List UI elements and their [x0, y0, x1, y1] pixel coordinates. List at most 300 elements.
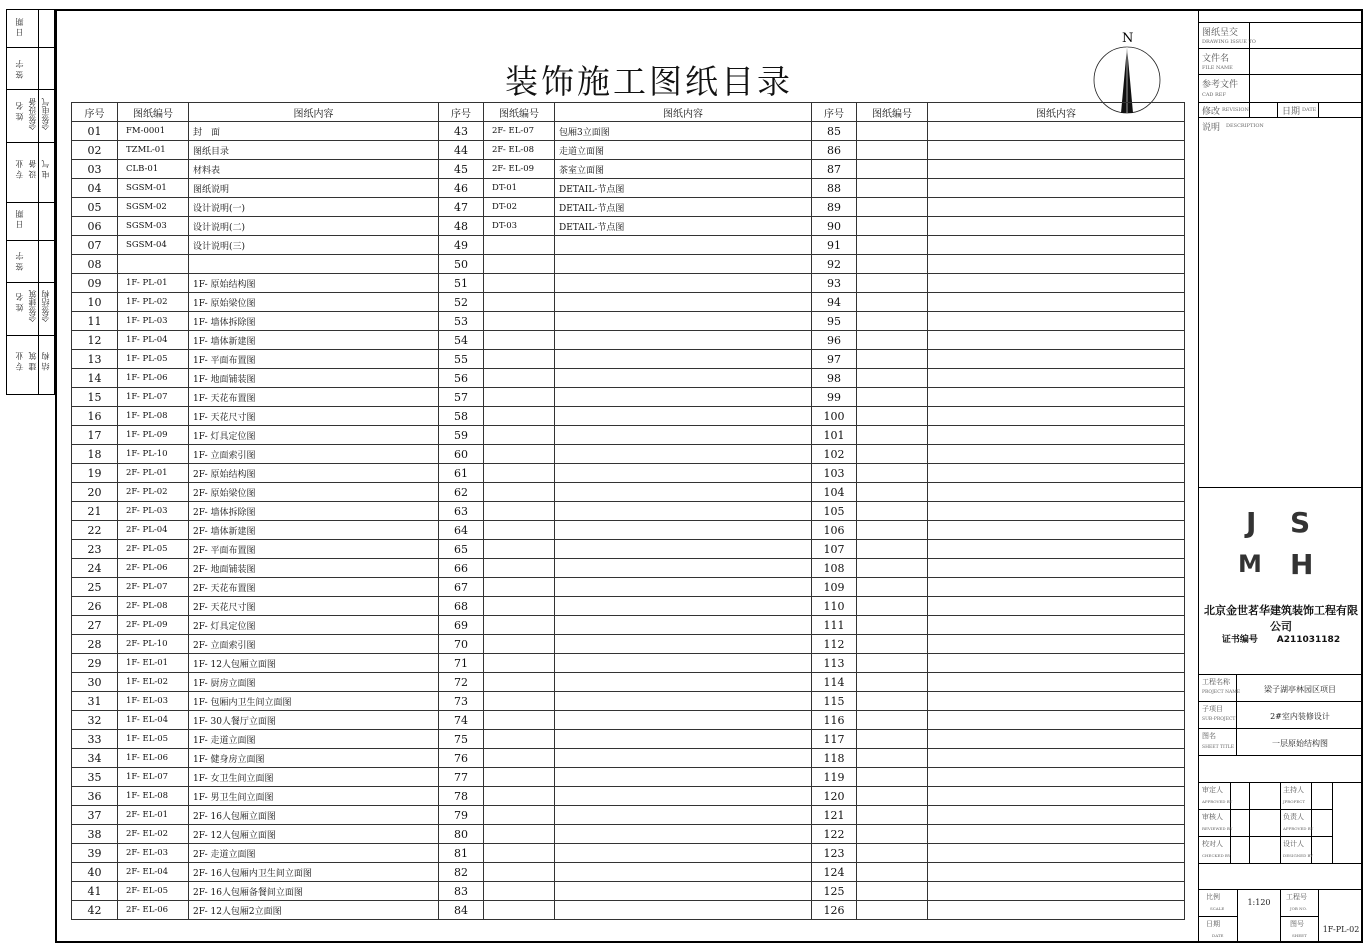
- strip-divider: [7, 47, 54, 48]
- drawing-code: [484, 293, 555, 312]
- drawing-content: [555, 673, 812, 692]
- drawing-code: [857, 787, 928, 806]
- row-number: 02: [72, 141, 118, 160]
- drawing-code: 2F- EL-01: [118, 806, 189, 825]
- drawing-content: 1F- 女卫生间立面图: [189, 768, 439, 787]
- strip-jianzhu: 建 筑: [28, 352, 37, 371]
- drawing-code: 1F- EL-02: [118, 673, 189, 692]
- row-number: 105: [812, 502, 857, 521]
- sheet-no-en: SHEET: [1292, 933, 1307, 938]
- drawing-content: [555, 882, 812, 901]
- drawing-code: [857, 711, 928, 730]
- drawing-code: 1F- PL-04: [118, 331, 189, 350]
- drawing-code: 1F- PL-03: [118, 312, 189, 331]
- drawing-code: [484, 749, 555, 768]
- row-number: 38: [72, 825, 118, 844]
- file-name-label: 文件名: [1202, 54, 1230, 64]
- drawing-code: [857, 901, 928, 920]
- table-row: [72, 445, 1185, 464]
- drawing-content: 1F- 包厢内卫生间立面图: [189, 692, 439, 711]
- row-number: 76: [439, 749, 484, 768]
- revision-en: REVISION: [1222, 107, 1249, 113]
- responsible-en: APPROVED BY: [1283, 826, 1314, 831]
- drawing-content: [928, 217, 1185, 236]
- cad-ref-en: CAD REF: [1202, 92, 1226, 98]
- row-number: 17: [72, 426, 118, 445]
- row-number: 54: [439, 331, 484, 350]
- row-number: 75: [439, 730, 484, 749]
- drawing-content: [928, 882, 1185, 901]
- drawing-content: [555, 616, 812, 635]
- row-number: 37: [72, 806, 118, 825]
- row-number: 69: [439, 616, 484, 635]
- drawing-content: 1F- 原始梁位图: [189, 293, 439, 312]
- strip-date-1: 日 期: [15, 18, 24, 37]
- issue-to-en: DRAWING ISSUE TO: [1202, 39, 1256, 45]
- drawing-code: SGSM-01: [118, 179, 189, 198]
- drawing-code: [484, 578, 555, 597]
- row-number: 31: [72, 692, 118, 711]
- drawing-content: [555, 825, 812, 844]
- row-number: 118: [812, 749, 857, 768]
- drawing-code: [857, 768, 928, 787]
- project-label: 工程名称: [1202, 678, 1230, 686]
- scale-value: 1:120: [1247, 898, 1271, 907]
- row-number: 05: [72, 198, 118, 217]
- row-number: 123: [812, 844, 857, 863]
- drawing-content: [928, 521, 1185, 540]
- row-number: 106: [812, 521, 857, 540]
- drawing-content: 2F- 天花尺寸图: [189, 597, 439, 616]
- row-number: 57: [439, 388, 484, 407]
- drawing-content: 2F- 墙体拆除图: [189, 502, 439, 521]
- strip-major-1: 专 业: [15, 160, 24, 179]
- table-row: [72, 521, 1185, 540]
- table-row: [72, 350, 1185, 369]
- drawing-code: 1F- EL-06: [118, 749, 189, 768]
- company-name: 北京金世茗华建筑装饰工程有限公司: [1204, 604, 1358, 633]
- certificate: [1200, 632, 1362, 645]
- drawing-code: 1F- EL-07: [118, 768, 189, 787]
- row-number: 74: [439, 711, 484, 730]
- drawing-content: DETAIL-节点图: [555, 198, 812, 217]
- drawing-content: [555, 236, 812, 255]
- drawing-content: [928, 692, 1185, 711]
- row-number: 06: [72, 217, 118, 236]
- project-label-en: PROJECT NAME: [1202, 690, 1241, 695]
- row-number: 111: [812, 616, 857, 635]
- row-number: 119: [812, 768, 857, 787]
- drawing-code: [857, 616, 928, 635]
- drawing-content: [928, 768, 1185, 787]
- drawing-content: 走道立面图: [555, 141, 812, 160]
- col-header: 图纸内容: [189, 103, 439, 122]
- strip-name-2: 姓 名: [15, 293, 24, 312]
- strip-sign-2: 签 字: [15, 252, 24, 271]
- drawing-code: 1F- EL-04: [118, 711, 189, 730]
- logo-letter-m: M: [1238, 550, 1262, 578]
- strip-hui-1a: 会签设备: [28, 98, 37, 130]
- checked-label: 校对人: [1202, 840, 1223, 848]
- table-row: [72, 464, 1185, 483]
- drawing-content: [928, 901, 1185, 920]
- drawing-code: [484, 369, 555, 388]
- table-row: [72, 369, 1185, 388]
- row-number: 96: [812, 331, 857, 350]
- drawing-code: 2F- EL-07: [484, 122, 555, 141]
- drawing-content: [928, 331, 1185, 350]
- designed-label: 设计人: [1283, 840, 1304, 848]
- drawing-content: 1F- 12人包厢立面图: [189, 654, 439, 673]
- drawing-code: 1F- PL-02: [118, 293, 189, 312]
- row-number: 116: [812, 711, 857, 730]
- sheet-no-label: 图号: [1290, 920, 1304, 928]
- drawing-code: 1F- PL-01: [118, 274, 189, 293]
- file-name-en: FILE NAME: [1202, 65, 1233, 71]
- drawing-content: 2F- 走道立面图: [189, 844, 439, 863]
- drawing-content: [555, 255, 812, 274]
- table-row: [72, 255, 1185, 274]
- row-number: 99: [812, 388, 857, 407]
- drawing-content: [928, 141, 1185, 160]
- col-header: 图纸内容: [928, 103, 1185, 122]
- drawing-content: [928, 825, 1185, 844]
- drawing-content: [928, 293, 1185, 312]
- drawing-code: 2F- EL-04: [118, 863, 189, 882]
- drawing-code: [857, 673, 928, 692]
- row-number: 104: [812, 483, 857, 502]
- drawing-content: [555, 388, 812, 407]
- drawing-code: SGSM-03: [118, 217, 189, 236]
- drawing-content: 1F- 灯具定位图: [189, 426, 439, 445]
- drawing-content: [928, 160, 1185, 179]
- table-row: [72, 160, 1185, 179]
- table-row: [72, 730, 1185, 749]
- compass-label: N: [1122, 31, 1134, 46]
- row-number: 41: [72, 882, 118, 901]
- drawing-content: [555, 445, 812, 464]
- drawing-code: [484, 426, 555, 445]
- drawing-code: [857, 369, 928, 388]
- scale-label: 比例: [1206, 893, 1220, 901]
- drawing-code: [484, 350, 555, 369]
- drawing-code: [857, 217, 928, 236]
- drawing-code: [484, 635, 555, 654]
- row-number: 101: [812, 426, 857, 445]
- table-row: [72, 863, 1185, 882]
- drawing-content: [928, 122, 1185, 141]
- row-number: 50: [439, 255, 484, 274]
- drawing-content: [928, 198, 1185, 217]
- row-number: 63: [439, 502, 484, 521]
- job-no-label: 工程号: [1286, 893, 1307, 901]
- row-number: 42: [72, 901, 118, 920]
- row-number: 13: [72, 350, 118, 369]
- col-header: 图纸编号: [118, 103, 189, 122]
- drawing-content: [928, 863, 1185, 882]
- drawing-code: [857, 388, 928, 407]
- row-number: 46: [439, 179, 484, 198]
- drawing-code: [484, 654, 555, 673]
- row-number: 92: [812, 255, 857, 274]
- strip-divider: [7, 202, 54, 203]
- row-number: 95: [812, 312, 857, 331]
- drawing-content: 1F- 天花尺寸图: [189, 407, 439, 426]
- row-number: 40: [72, 863, 118, 882]
- drawing-code: [857, 426, 928, 445]
- col-header: 图纸内容: [555, 103, 812, 122]
- drawing-code: [857, 312, 928, 331]
- table-row: [72, 597, 1185, 616]
- drawing-content: [928, 445, 1185, 464]
- row-number: 66: [439, 559, 484, 578]
- drawing-code: [484, 787, 555, 806]
- drawing-content: [928, 350, 1185, 369]
- drawing-content: [555, 863, 812, 882]
- col-header: 序号: [72, 103, 118, 122]
- strip-date-2: 日 期: [15, 210, 24, 229]
- row-number: 98: [812, 369, 857, 388]
- drawing-code: [857, 331, 928, 350]
- drawing-content: [928, 616, 1185, 635]
- table-row: [72, 806, 1185, 825]
- drawing-content: [928, 806, 1185, 825]
- strip-dianqi: 电 气: [41, 160, 50, 179]
- drawing-content: 2F- 原始结构图: [189, 464, 439, 483]
- drawing-code: [857, 483, 928, 502]
- drawing-code: [484, 312, 555, 331]
- issue-to-label: 图纸呈交: [1202, 28, 1239, 38]
- row-number: 115: [812, 692, 857, 711]
- row-number: 124: [812, 863, 857, 882]
- drawing-code: SGSM-02: [118, 198, 189, 217]
- drawing-content: 图纸说明: [189, 179, 439, 198]
- drawing-code: [857, 844, 928, 863]
- row-number: 23: [72, 540, 118, 559]
- drawing-code: DT-03: [484, 217, 555, 236]
- drawing-code: [484, 901, 555, 920]
- drawing-content: [928, 502, 1185, 521]
- table-row: [72, 749, 1185, 768]
- drawing-content: 设计说明(三): [189, 236, 439, 255]
- row-number: 117: [812, 730, 857, 749]
- drawing-code: [484, 844, 555, 863]
- row-number: 29: [72, 654, 118, 673]
- drawing-content: [555, 692, 812, 711]
- drawing-content: 1F- 立面索引图: [189, 445, 439, 464]
- table-row: [72, 426, 1185, 445]
- description-en: DESCRIPTION: [1226, 123, 1264, 129]
- drawing-code: [484, 331, 555, 350]
- drawing-content: 1F- 天花布置图: [189, 388, 439, 407]
- strip-divider: [7, 282, 54, 283]
- drawing-code: [857, 597, 928, 616]
- drawing-code: 1F- EL-08: [118, 787, 189, 806]
- drawing-content: [555, 464, 812, 483]
- drawing-code: 2F- PL-09: [118, 616, 189, 635]
- strip-jiegou: 结 构: [41, 352, 50, 371]
- checked-en: CHECKED BY: [1202, 853, 1231, 858]
- row-number: 62: [439, 483, 484, 502]
- row-number: 20: [72, 483, 118, 502]
- row-number: 86: [812, 141, 857, 160]
- designed-en: DESIGNED BY: [1283, 853, 1314, 858]
- drawing-content: [555, 749, 812, 768]
- row-number: 47: [439, 198, 484, 217]
- drawing-content: [928, 274, 1185, 293]
- cert-number: A211031182: [1276, 635, 1341, 645]
- strip-sign-1: 签 字: [15, 60, 24, 79]
- drawing-content: [928, 844, 1185, 863]
- col-header: 序号: [812, 103, 857, 122]
- drawing-code: 2F- PL-01: [118, 464, 189, 483]
- drawing-code: 1F- PL-10: [118, 445, 189, 464]
- drawing-content: 1F- 厨房立面图: [189, 673, 439, 692]
- table-row: [72, 882, 1185, 901]
- drawing-code: [857, 236, 928, 255]
- table-row: [72, 122, 1185, 141]
- description-label: 说明: [1202, 123, 1221, 133]
- page-title: 装饰施工图纸目录: [505, 62, 793, 101]
- drawing-code: 1F- EL-01: [118, 654, 189, 673]
- drawing-code: DT-01: [484, 179, 555, 198]
- row-number: 78: [439, 787, 484, 806]
- row-number: 112: [812, 635, 857, 654]
- drawing-content: 2F- 12人包厢立面图: [189, 825, 439, 844]
- table-row: [72, 559, 1185, 578]
- row-number: 08: [72, 255, 118, 274]
- row-number: 35: [72, 768, 118, 787]
- drawing-code: [484, 521, 555, 540]
- table-row: [72, 293, 1185, 312]
- drawing-content: 2F- 16人包厢备餐间立面图: [189, 882, 439, 901]
- drawing-code: 2F- EL-09: [484, 160, 555, 179]
- drawing-content: 1F- 地面铺装图: [189, 369, 439, 388]
- row-number: 93: [812, 274, 857, 293]
- sheet-no-value: 1F-PL-02: [1322, 925, 1360, 934]
- drawing-content: 设计说明(二): [189, 217, 439, 236]
- drawing-content: [555, 312, 812, 331]
- row-number: 32: [72, 711, 118, 730]
- row-number: 110: [812, 597, 857, 616]
- scale-label-en: SCALE: [1210, 906, 1225, 911]
- drawing-code: TZML-01: [118, 141, 189, 160]
- drawing-content: [928, 578, 1185, 597]
- row-number: 33: [72, 730, 118, 749]
- drawing-content: 1F- 走道立面图: [189, 730, 439, 749]
- drawing-code: [484, 616, 555, 635]
- reviewed-en: REVIEWED BY: [1202, 826, 1233, 831]
- cad-ref-label: 参考文件: [1202, 80, 1239, 90]
- drawing-code: [484, 806, 555, 825]
- row-number: 58: [439, 407, 484, 426]
- drawing-content: [928, 179, 1185, 198]
- row-number: 12: [72, 331, 118, 350]
- drawing-code: 1F- PL-07: [118, 388, 189, 407]
- strip-name-1: 姓 名: [15, 102, 24, 121]
- drawing-code: [857, 825, 928, 844]
- table-row: [72, 236, 1185, 255]
- drawing-code: [857, 863, 928, 882]
- drawing-content: [928, 483, 1185, 502]
- drawing-content: [555, 844, 812, 863]
- drawing-content: [189, 255, 439, 274]
- table-row: [72, 331, 1185, 350]
- drawing-content: 图纸目录: [189, 141, 439, 160]
- row-number: 82: [439, 863, 484, 882]
- drawing-code: [857, 464, 928, 483]
- table-row: [72, 578, 1185, 597]
- drawing-code: [484, 825, 555, 844]
- drawing-code: [484, 730, 555, 749]
- row-number: 83: [439, 882, 484, 901]
- row-number: 36: [72, 787, 118, 806]
- table-row: [72, 198, 1185, 217]
- drawing-code: [484, 464, 555, 483]
- drawing-content: 2F- 16人包厢内卫生间立面图: [189, 863, 439, 882]
- drawing-code: [857, 274, 928, 293]
- date2-label: 日期: [1206, 920, 1220, 928]
- row-number: 03: [72, 160, 118, 179]
- drawing-content: 封 面: [189, 122, 439, 141]
- table-row: [72, 692, 1185, 711]
- drawing-content: [555, 521, 812, 540]
- row-number: 71: [439, 654, 484, 673]
- drawing-content: [555, 597, 812, 616]
- drawing-content: [555, 502, 812, 521]
- row-number: 108: [812, 559, 857, 578]
- drawing-content: [555, 331, 812, 350]
- drawing-content: [555, 635, 812, 654]
- drawing-code: 2F- EL-08: [484, 141, 555, 160]
- strip-major-2: 专 业: [15, 352, 24, 371]
- drawing-code: 2F- PL-05: [118, 540, 189, 559]
- drawing-content: 1F- 原始结构图: [189, 274, 439, 293]
- row-number: 07: [72, 236, 118, 255]
- drawing-code: [857, 255, 928, 274]
- strip-divider: [7, 335, 54, 336]
- drawing-content: [555, 407, 812, 426]
- row-number: 70: [439, 635, 484, 654]
- row-number: 126: [812, 901, 857, 920]
- approved-en: APPROVED BY: [1202, 799, 1233, 804]
- row-number: 107: [812, 540, 857, 559]
- row-number: 49: [439, 236, 484, 255]
- table-row: [72, 787, 1185, 806]
- table-row: [72, 844, 1185, 863]
- project-lead-en: JPROFECT: [1283, 799, 1306, 804]
- strip-divider: [7, 240, 54, 241]
- drawing-code: [857, 179, 928, 198]
- row-number: 97: [812, 350, 857, 369]
- drawing-code: [857, 635, 928, 654]
- strip-hui-2b: 会签结构: [41, 290, 50, 322]
- drawing-content: [928, 426, 1185, 445]
- table-header-row: [72, 103, 1185, 122]
- strip-hui-2a: 会签建筑: [28, 290, 37, 322]
- row-number: 01: [72, 122, 118, 141]
- drawing-content: [555, 293, 812, 312]
- logo-letter-j: J: [1246, 506, 1257, 539]
- drawing-code: [857, 160, 928, 179]
- drawing-code: [857, 730, 928, 749]
- drawing-content: 1F- 墙体拆除图: [189, 312, 439, 331]
- drawing-code: [118, 255, 189, 274]
- revision-label: 修改: [1202, 107, 1221, 117]
- row-number: 103: [812, 464, 857, 483]
- drawing-content: [555, 711, 812, 730]
- drawing-content: [555, 559, 812, 578]
